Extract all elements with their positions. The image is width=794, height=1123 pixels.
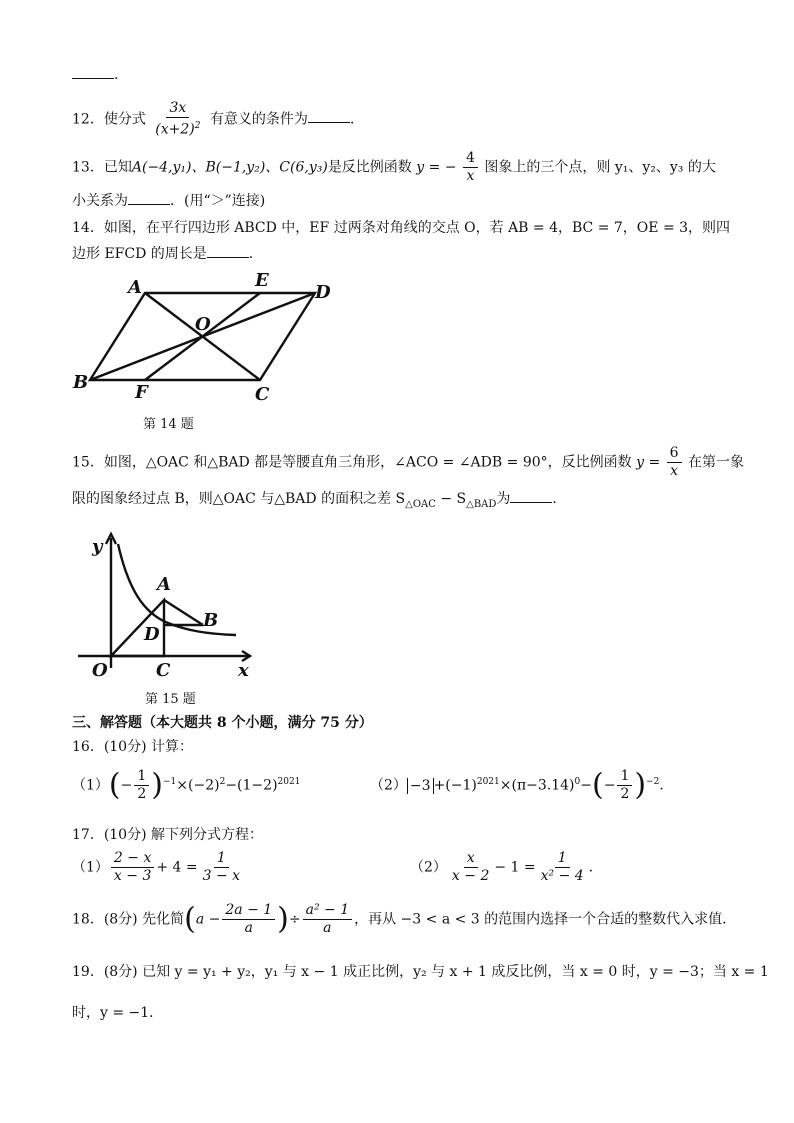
question-17-title: 17．(10分) 解下列分式方程： — [72, 827, 264, 843]
question-17-part1: （1） $\frac{2 - x}{x - 3}$ + 4 = $\frac{1}{3 - x}$ — [72, 850, 245, 890]
question-15-line1: 15．如图，△OAC 和△BAD 都是等腰直角三角形，∠ACO = ∠ADB = 90°，反比例函数 y = $\frac{6}{x}$ 在第一象 — [72, 445, 745, 479]
fraction: $\frac{1}{2}$ — [134, 768, 149, 803]
fraction: $\frac{x}{x - 2}$ — [451, 850, 490, 884]
answer-blank — [207, 243, 249, 258]
point-label-o: O — [92, 660, 108, 680]
q11-tail: . — [72, 64, 118, 85]
fraction: $\frac{\text{a² − 1}}{a}$ — [303, 902, 353, 937]
fraction: $\frac{1}{3 - x}$ — [202, 850, 241, 884]
figure-15-caption: 第 15 题 — [145, 692, 196, 707]
figure-14-caption: 第 14 题 — [143, 417, 194, 432]
answer-blank — [128, 190, 170, 205]
vertex-label-f: F — [135, 382, 148, 403]
question-17-part2: （2） $\frac{x}{x - 2}$ − 1 = $\frac{1}{\text{x² − 4}}$ ． — [410, 850, 603, 884]
answer-blank — [308, 108, 350, 123]
question-16-part2: $(2) -3 +(-1)^{2021}\times(\pi-3.14)^0-(-$ $\frac{1}{2}$ )$^{-2}$． — [370, 767, 674, 803]
fraction: $\frac{1}{\text{x² − 4}}$ — [540, 850, 584, 884]
question-13-line1: 13．已知A(−4,y₁)、B(−1,y₂)、C(6,y₃)是反比例函数 y = − $\frac{4}{x}$ 图象上的三个点，则 y₁、y₂、y₃ 的大 — [72, 150, 716, 184]
point-label-c: C — [156, 660, 171, 680]
vertex-label-b: B — [73, 372, 89, 393]
vertex-label-c: C — [255, 384, 270, 405]
vertex-label-e: E — [255, 270, 269, 291]
fraction: $\frac{2a - 1}{a}$ — [222, 902, 275, 937]
question-15-line2: 限的图象经过点 B，则△OAC 与△BAD 的面积之差 $S_{\triangle OAC} - S_{\triangle BAD}$为 ． — [72, 488, 566, 515]
fraction: $\frac{6}{x}$ — [667, 445, 682, 480]
question-13-line2: 小关系为 ．(用“＞”连接) — [72, 190, 265, 211]
question-16-part1: （1）(− $\frac{1}{2}$ )$^{-1}\times(-2)^2-(1-2)^{2021}$ — [72, 767, 301, 803]
point-label-d: D — [144, 624, 160, 645]
vertex-label-o: O — [195, 314, 211, 335]
question-12: 12．使分式 $\frac{3x}{(x+2)^2}$ 有意义的条件为 ． — [72, 100, 364, 138]
answer-blank — [72, 64, 114, 79]
question-19-line1: 19．(8分) 已知 y = y₁ + y₂，y₁ 与 x − 1 成正比例，y₂ 与 x + 1 成反比例，当 x = 0 时，y = −3；当 x = 1 — [72, 964, 769, 980]
fraction: $\frac{4}{x}$ — [463, 150, 478, 185]
fraction: $\frac{1}{2}$ — [617, 768, 632, 803]
axis-label-x: x — [238, 660, 249, 680]
vertex-label-d: D — [315, 282, 331, 303]
question-18: 18．(8分) 先化简(a − $\frac{2a - 1}{a}$ )÷ $\frac{\text{a² − 1}}{a}$ ，再从 −3 < a < 3 的范围内选择一个合适的整数代入求值． — [72, 901, 737, 937]
section-heading: 三、解答题（本大题共 8 个小题，满分 75 分） — [72, 715, 373, 731]
hyperbola-figure — [78, 528, 258, 680]
question-16-title: 16．(10分) 计算： — [72, 739, 194, 755]
point-label-b: B — [203, 610, 219, 631]
question-14-line2: 边形 EFCD 的周长是 ． — [72, 243, 263, 264]
axis-label-y: y — [92, 536, 103, 557]
fraction: $\frac{3x}{(x+2)^2}$ — [155, 100, 201, 138]
answer-blank — [510, 488, 552, 503]
vertex-label-a: A — [128, 277, 142, 298]
question-19-line2: 时，y = −1． — [72, 1005, 164, 1021]
parallelogram-figure — [70, 268, 340, 408]
point-label-a: A — [157, 574, 171, 595]
fraction: $\frac{2 - x}{x - 3}$ — [111, 850, 154, 885]
question-14-line1: 14．如图，在平行四边形 ABCD 中，EF 过两条对角线的交点 O，若 AB = 4，BC = 7，OE = 3，则四 — [72, 220, 731, 236]
